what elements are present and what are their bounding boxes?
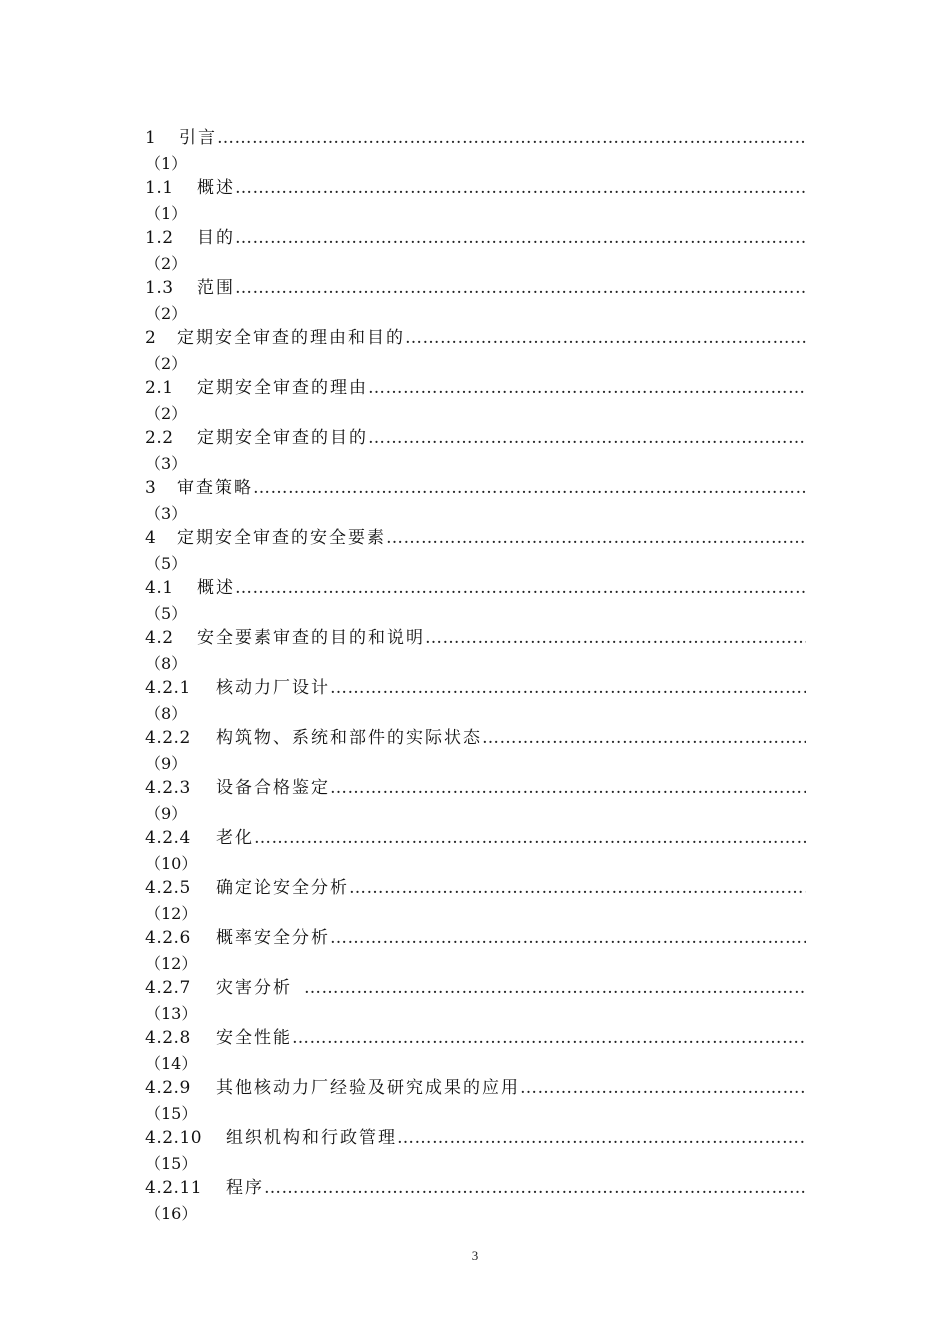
toc-entry-2-1: [145, 376, 806, 426]
toc-entry-number: 2.2: [145, 428, 174, 448]
toc-entry-4-2-1: [145, 676, 806, 726]
toc-entry-title: 确定论安全分析: [216, 878, 349, 898]
toc-entry-title: 构筑物、系统和部件的实际状态: [216, 728, 482, 748]
toc-entry-4-2-9: [145, 1076, 806, 1126]
page-number: 3: [471, 1248, 479, 1263]
toc-entry-page: （2）: [145, 404, 188, 423]
toc-entry-4: [145, 526, 806, 576]
toc-leader-dots: [264, 1176, 806, 1201]
toc-entry-title: 核动力厂设计: [216, 678, 330, 698]
toc-leader-dots: [386, 526, 806, 551]
toc-entry-number: 1.3: [145, 278, 174, 298]
toc-entry-number: 4.2.4: [145, 828, 191, 848]
toc-entry-4-2-6: [145, 926, 806, 976]
toc-entry-number: 4.2.10: [145, 1128, 203, 1148]
toc-entry-page: （2）: [145, 254, 188, 273]
toc-leader-dots: [292, 1026, 806, 1051]
toc-entry-number: 4.2.5: [145, 878, 191, 898]
toc-entry-number: 4.2.3: [145, 778, 191, 798]
toc-entry-4-2-7: [145, 976, 806, 1026]
toc-entry-4-2-10: [145, 1126, 806, 1176]
toc-entry-4-2-2: [145, 726, 806, 776]
toc-entry-page: （5）: [145, 554, 188, 573]
toc-entry-number: 1.2: [145, 228, 174, 248]
toc-entry-title: 审查策略: [177, 478, 253, 498]
toc-entry-page: （9）: [145, 754, 188, 773]
toc-entry-4-2: [145, 626, 806, 676]
toc-entry-title: 概述: [197, 178, 235, 198]
toc-entry-title: 设备合格鉴定: [216, 778, 330, 798]
toc-entry-title: 概述: [197, 578, 235, 598]
table-of-contents: [145, 126, 806, 1226]
toc-entry-title: 目的: [197, 228, 235, 248]
toc-leader-dots: [235, 226, 806, 251]
toc-leader-dots: [304, 976, 806, 1001]
toc-entry-title: 概率安全分析: [216, 928, 330, 948]
toc-entry-title: 引言: [179, 128, 217, 148]
toc-entry-number: 1: [145, 128, 157, 148]
toc-leader-dots: [368, 426, 806, 451]
toc-leader-dots: [330, 926, 806, 951]
toc-entry-number: 4.2.9: [145, 1078, 191, 1098]
toc-entry-number: 4.2.1: [145, 678, 191, 698]
toc-entry-number: 4.2.11: [145, 1178, 203, 1198]
toc-leader-dots: [425, 626, 806, 651]
toc-entry-title: 安全性能: [216, 1028, 292, 1048]
toc-entry-page: （16）: [145, 1204, 198, 1223]
toc-leader-dots: [349, 876, 806, 901]
toc-entry-2: [145, 326, 806, 376]
toc-entry-number: 4.2.7: [145, 978, 191, 998]
toc-leader-dots: [254, 826, 806, 851]
toc-leader-dots: [397, 1126, 806, 1151]
toc-leader-dots: [330, 776, 806, 801]
toc-entry-page: （3）: [145, 504, 188, 523]
toc-leader-dots: [253, 476, 806, 501]
toc-entry-4-2-8: [145, 1026, 806, 1076]
toc-entry-page: （10）: [145, 854, 198, 873]
toc-leader-dots: [482, 726, 806, 751]
toc-entry-number: 4.2: [145, 628, 174, 648]
toc-entry-page: （1）: [145, 154, 188, 173]
toc-entry-page: （8）: [145, 704, 188, 723]
toc-leader-dots: [520, 1076, 806, 1101]
toc-entry-title: 组织机构和行政管理: [226, 1128, 397, 1148]
toc-entry-title: 老化: [216, 828, 254, 848]
toc-entry-title: 安全要素审查的目的和说明: [197, 628, 425, 648]
toc-entry-4-2-3: [145, 776, 806, 826]
toc-entry-number: 2.1: [145, 378, 174, 398]
toc-entry-page: （14）: [145, 1054, 198, 1073]
toc-entry-title: 其他核动力厂经验及研究成果的应用: [216, 1078, 520, 1098]
toc-entry-number: 4: [145, 528, 157, 548]
toc-entry-page: （13）: [145, 1004, 198, 1023]
toc-entry-number: 4.2.2: [145, 728, 191, 748]
toc-entry-number: 4.2.6: [145, 928, 191, 948]
toc-entry-1-3: [145, 276, 806, 326]
toc-leader-dots: [235, 276, 806, 301]
toc-entry-page: （15）: [145, 1104, 198, 1123]
toc-entry-title: 定期安全审查的安全要素: [177, 528, 386, 548]
toc-entry-1-1: [145, 176, 806, 226]
toc-leader-dots: [330, 676, 806, 701]
toc-entry-page: （9）: [145, 804, 188, 823]
toc-entry-number: 3: [145, 478, 157, 498]
toc-entry-title: 范围: [197, 278, 235, 298]
toc-leader-dots: [405, 326, 806, 351]
toc-entry-title: 程序: [226, 1178, 264, 1198]
toc-entry-page: （12）: [145, 904, 198, 923]
toc-entry-1-2: [145, 226, 806, 276]
toc-entry-title: 定期安全审查的理由和目的: [177, 328, 405, 348]
toc-entry-page: （1）: [145, 204, 188, 223]
toc-entry-title: 定期安全审查的理由: [197, 378, 368, 398]
toc-entry-number: 4.2.8: [145, 1028, 191, 1048]
toc-entry-page: （15）: [145, 1154, 198, 1173]
toc-entry-3: [145, 476, 806, 526]
toc-entry-1: [145, 126, 806, 176]
toc-entry-4-1: [145, 576, 806, 626]
toc-entry-page: （2）: [145, 354, 188, 373]
toc-entry-page: （5）: [145, 604, 188, 623]
toc-entry-number: 4.1: [145, 578, 174, 598]
toc-leader-dots: [235, 176, 806, 201]
toc-entry-number: 1.1: [145, 178, 174, 198]
toc-leader-dots: [217, 126, 806, 151]
toc-entry-2-2: [145, 426, 806, 476]
toc-entry-4-2-5: [145, 876, 806, 926]
toc-entry-title: 定期安全审查的目的: [197, 428, 368, 448]
toc-leader-dots: [368, 376, 806, 401]
toc-leader-dots: [235, 576, 806, 601]
toc-entry-title: 灾害分析: [216, 978, 292, 998]
toc-entry-4-2-11: [145, 1176, 806, 1226]
toc-entry-4-2-4: [145, 826, 806, 876]
toc-entry-page: （8）: [145, 654, 188, 673]
toc-entry-number: 2: [145, 328, 157, 348]
toc-entry-page: （2）: [145, 304, 188, 323]
toc-entry-page: （3）: [145, 454, 188, 473]
toc-entry-page: （12）: [145, 954, 198, 973]
